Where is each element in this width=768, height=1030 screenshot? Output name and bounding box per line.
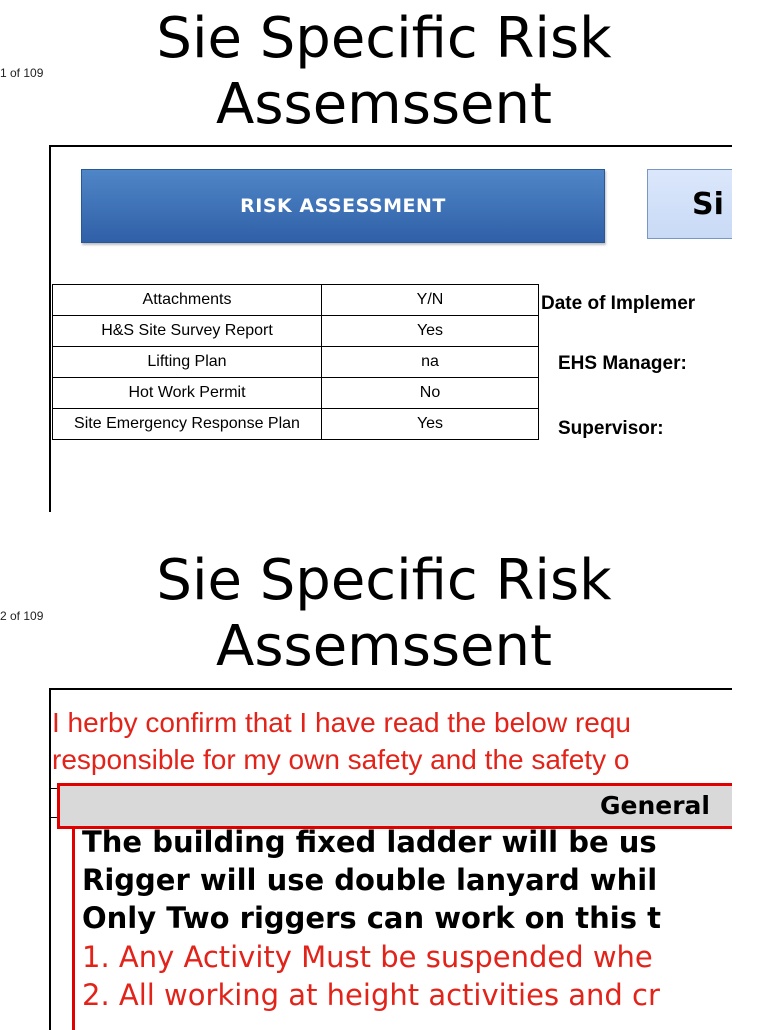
table-row [53, 378, 539, 409]
requirement-line: Rigger will use double lanyard whil [82, 863, 658, 897]
page-title-line: Assemssent [216, 614, 552, 679]
table-cell: Yes [322, 316, 539, 347]
table-row [53, 347, 539, 378]
date-of-implementation-label: Date of Implemer [541, 293, 696, 314]
table-cell: na [322, 347, 539, 378]
table-cell: H&S Site Survey Report [53, 316, 322, 347]
requirement-line: The building fixed ladder will be us [82, 825, 657, 859]
table-row [53, 409, 539, 440]
supervisor-label: Supervisor: [558, 418, 664, 439]
page-title-1 [0, 6, 768, 138]
table-header-row [53, 285, 539, 316]
site-info-box: Si [647, 169, 732, 239]
requirement-line: Only Two riggers can work on this t [82, 901, 661, 935]
ehs-manager-label: EHS Manager: [558, 353, 687, 374]
table-header-cell: Attachments [53, 285, 322, 316]
page-title-line: Assemssent [216, 72, 552, 137]
numbered-rule-line: 2. All working at height activities and cr [82, 978, 660, 1012]
table-cell: No [322, 378, 539, 409]
table-row [53, 316, 539, 347]
slide-1-thumbnail[interactable] [49, 145, 732, 512]
risk-assessment-banner: RISK ASSESSMENT [81, 169, 605, 243]
general-section-heading: General [57, 783, 732, 829]
confirmation-statement [52, 704, 631, 778]
page-title-line: Sie Specific Risk [156, 548, 612, 613]
confirmation-line: I herby confirm that I have read the below requ [52, 707, 631, 738]
page-title-line: Sie Specific Risk [156, 6, 612, 71]
confirmation-line: responsible for my own safety and the safety o [52, 744, 630, 775]
page-number-1: 1 of 109 [0, 66, 44, 80]
slide-2-thumbnail[interactable] [49, 688, 732, 1030]
table-cell: Site Emergency Response Plan [53, 409, 322, 440]
general-requirements-list [72, 825, 732, 1030]
numbered-rule-line: 1. Any Activity Must be suspended whe [82, 940, 653, 974]
table-cell: Hot Work Permit [53, 378, 322, 409]
page-title-2 [0, 548, 768, 680]
table-header-cell: Y/N [322, 285, 539, 316]
attachments-table [52, 284, 539, 440]
page-number-2: 2 of 109 [0, 609, 44, 623]
table-cell: Lifting Plan [53, 347, 322, 378]
table-cell: Yes [322, 409, 539, 440]
